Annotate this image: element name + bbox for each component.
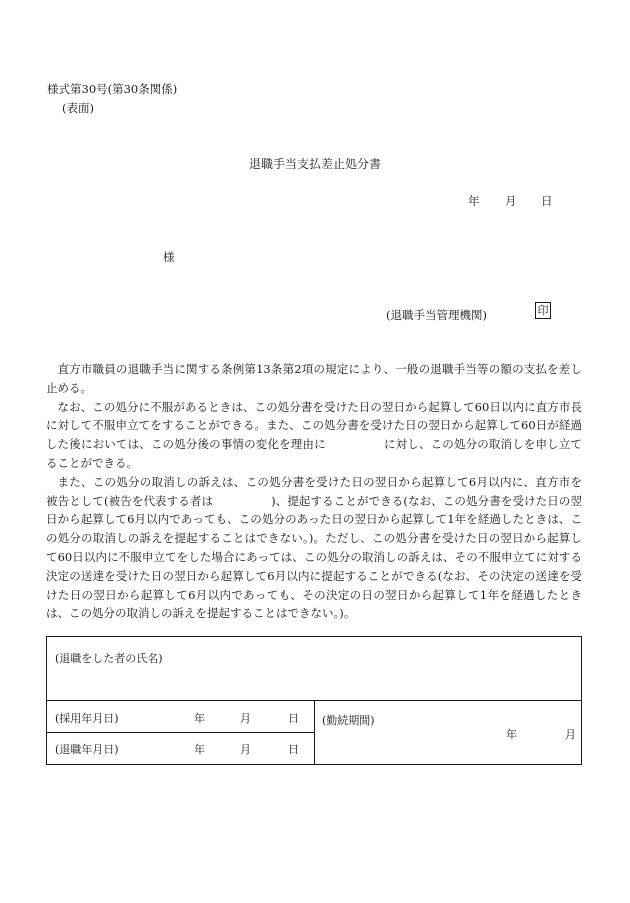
retire-date-row <box>47 733 314 764</box>
retiree-name-cell <box>47 637 581 701</box>
service-period-label: (勤続期間) <box>322 714 375 727</box>
hire-day-label: 日 <box>288 712 299 725</box>
retiree-name-label: (退職をした者の氏名) <box>55 652 163 665</box>
seal-mark: 印 <box>535 302 551 319</box>
retire-year-label: 年 <box>194 743 205 756</box>
dates-cell <box>47 701 315 764</box>
paragraph-lawsuit: また、この処分の取消しの訴えは、この処分書を受けた日の翌日から起算して6月以内に、直方市を被告として(被告を代表する者は )、提起することができる(なお、この処分書を受けた日の翌日から起算して6月以内であっても、この処分のあった日の翌日から起算して1年を経過したときは、この処分の取消しの訴えを提起することはできない。)。ただし、この処分書を受けた日の翌日から起算して60日以内に不服申立てをした場合にあっては、この処分の取消しの訴えは、その不服申立てに対する決定の送達を受けた日の翌日から起算して6月以内に提起することができる(なお、その決定の送達を受けた日の翌日から起算して6月以内であっても、その決定の日の翌日から起算して1年を経過したときは、この処分の取消しの訴えを提起することはできない。)。 <box>46 474 582 621</box>
side-label: (表面) <box>62 101 94 115</box>
hire-date-label: (採用年月日) <box>55 712 119 725</box>
hire-month-label: 月 <box>240 712 251 725</box>
issuer-label: (退職手当管理機関) <box>386 308 487 322</box>
body-text <box>46 360 582 623</box>
retire-day-label: 日 <box>288 743 299 756</box>
paragraph-main: 直方市職員の退職手当に関する条例第13条第2項の規定により、一般の退職手当等の額の支払を差し止める。 <box>46 362 582 395</box>
retire-month-label: 月 <box>240 743 251 756</box>
hire-year-label: 年 <box>194 712 205 725</box>
form-number: 様式第30号(第30条関係) <box>47 82 178 96</box>
service-year-label: 年 <box>506 728 517 741</box>
date-year-label: 年 <box>468 194 480 208</box>
hire-date-row <box>47 701 314 733</box>
service-month-label: 月 <box>565 728 576 741</box>
date-month-label: 月 <box>505 194 517 208</box>
date-day-label: 日 <box>541 194 553 208</box>
addressee-suffix: 様 <box>163 250 175 264</box>
document-title: 退職手当支払差止処分書 <box>248 157 381 171</box>
paragraph-appeal: なお、この処分に不服があるときは、この処分書を受けた日の翌日から起算して60日以内に直方市長に対して不服申立てをすることができる。また、この処分書を受けた日の翌日から起算して60日が経過した後においては、この処分後の事情の変化を理由に に対し、この処分の取消しを申し立てることができる。 <box>46 399 582 470</box>
retire-date-label: (退職年月日) <box>55 743 119 756</box>
service-period-cell <box>315 701 581 764</box>
retiree-info-table <box>46 636 582 765</box>
